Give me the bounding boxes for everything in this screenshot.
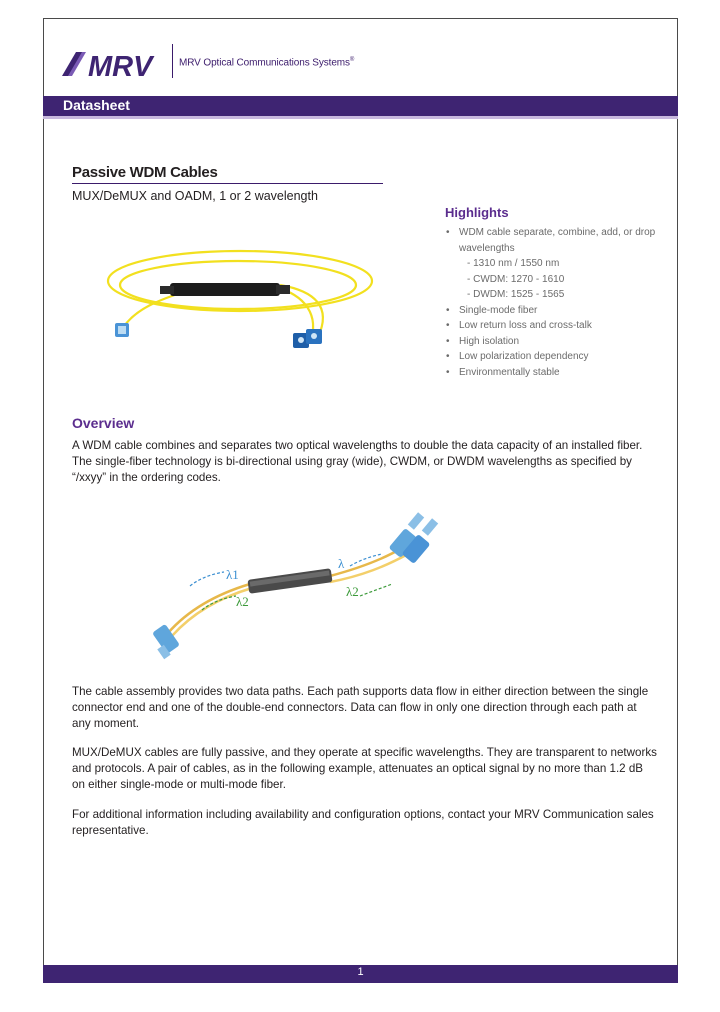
- passive-paragraph: MUX/DeMUX cables are fully passive, and they operate at specific wavelengths. They are transparent to networks and protocols. A pair of cables, as in the following example, attenuates an optical signal by no more than 1.2 dB on either single-mode or multi-mode fiber.: [72, 746, 657, 791]
- datasheet-banner: [43, 96, 678, 119]
- logo-text: MRV: [88, 51, 153, 83]
- highlights-list: [443, 225, 668, 380]
- footer-bar: [43, 965, 678, 983]
- wdm-diagram: [150, 508, 450, 663]
- lc-connector: [115, 323, 129, 337]
- highlights-heading: Highlights: [445, 205, 509, 220]
- overview-paragraph: A WDM cable combines and separates two optical wavelengths to double the data capacity of an installed fiber. The single-fiber technology is bi-directional using gray (wide), CWDM, or DWDM wavelengths as specified by “/xxyy” in the ordering codes.: [72, 439, 643, 484]
- lambda-right-bottom-label: λ2: [346, 584, 359, 599]
- highlight-item: • Low polarization dependency: [446, 351, 589, 362]
- lambda1-label: λ1: [226, 567, 239, 582]
- highlight-subitem: - 1310 nm / 1550 nm: [467, 258, 560, 269]
- contact-paragraph: For additional information including availability and configuration options, contact your MRV Communication sales representative.: [72, 808, 654, 837]
- data-paths-paragraph: The cable assembly provides two data paths. Each path supports data flow in either direction between the single connector end and one of the double-end connectors. Data can flow in only one direction through each path at any moment.: [72, 685, 649, 730]
- product-title: Passive WDM Cables: [72, 164, 218, 181]
- overview-heading: Overview: [72, 415, 135, 431]
- logo-divider: [172, 44, 173, 78]
- page-number: 1: [357, 966, 364, 978]
- datasheet-label: Datasheet: [63, 97, 130, 113]
- wdm-module-diagram: [247, 568, 332, 594]
- lambda2-label: λ2: [236, 594, 249, 609]
- product-photo: [100, 225, 375, 360]
- lambda-right-top-label: λ: [338, 556, 345, 571]
- highlight-item: • Single-mode fiber: [446, 304, 538, 316]
- trademark: ®: [349, 57, 355, 63]
- title-rule: [72, 183, 383, 184]
- highlight-item: • Low return loss and cross-talk: [446, 320, 592, 331]
- product-subtitle: MUX/DeMUX and OADM, 1 or 2 wavelength: [72, 189, 318, 203]
- company-name: [179, 57, 354, 68]
- highlight-subitem: - CWDM: 1270 - 1610: [467, 273, 565, 285]
- highlight-subitem: - DWDM: 1525 - 1565: [467, 289, 565, 300]
- company-name-text: MRV Optical Communications Systems: [179, 57, 350, 69]
- highlight-item: • High isolation: [446, 335, 520, 347]
- sc-connector: [293, 329, 322, 348]
- mrv-logo: [62, 46, 172, 83]
- wdm-module: [170, 283, 280, 296]
- highlight-item: • WDM cable separate, combine, add, or drop wavelengths: [446, 227, 656, 254]
- dual-connector: [389, 512, 439, 564]
- highlight-item: • Environmentally stable: [446, 366, 560, 378]
- single-connector: [152, 624, 180, 659]
